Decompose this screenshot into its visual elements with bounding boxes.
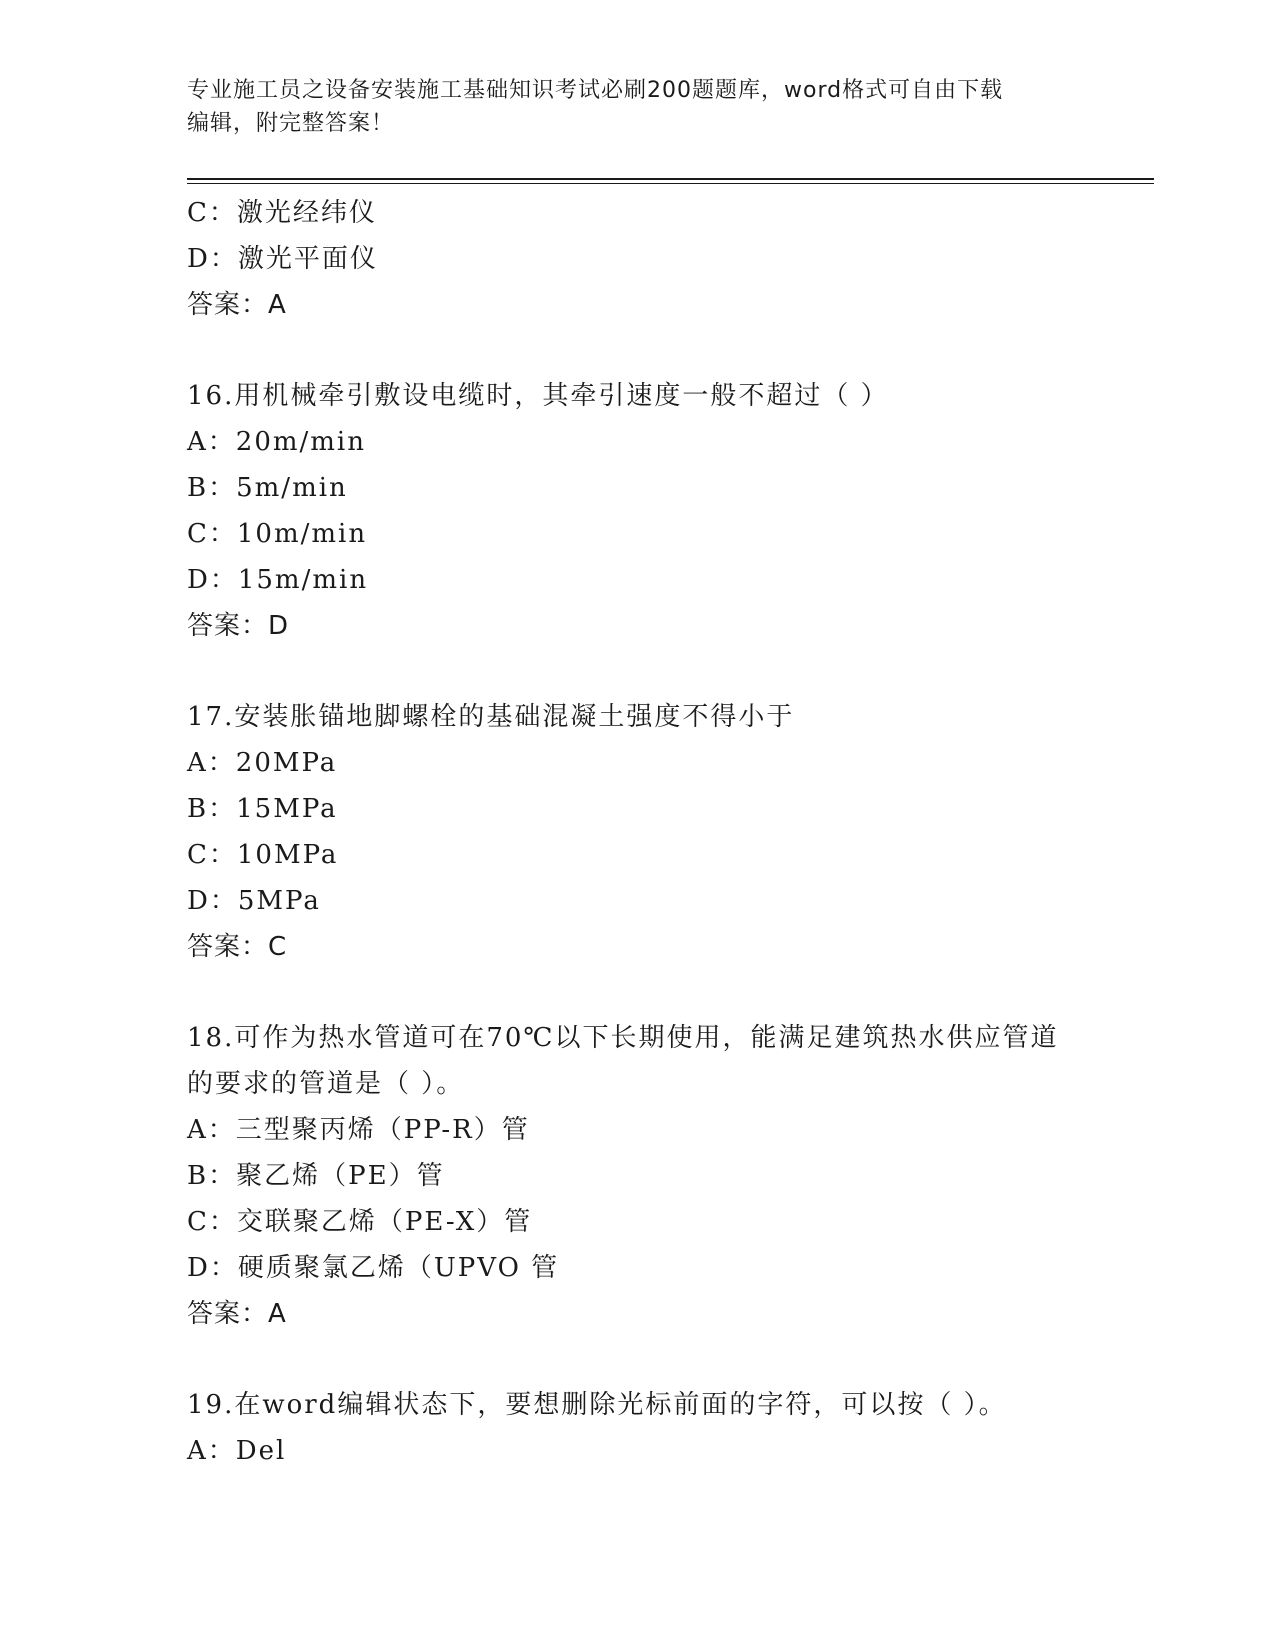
option-b: B：15MPa (187, 794, 338, 824)
question-17 (187, 694, 1087, 970)
question-stem: 17.安装胀锚地脚螺栓的基础混凝土强度不得小于 (187, 702, 795, 732)
document-header (187, 74, 1087, 140)
option-a: A：20m/min (187, 427, 366, 457)
option-d: D：激光平面仪 (187, 244, 378, 274)
question-19 (187, 1382, 1087, 1474)
question-stem: 19.在word编辑状态下，要想删除光标前面的字符，可以按（ ）。 (187, 1390, 1007, 1420)
option-a: A：20MPa (187, 748, 338, 778)
option-d: D：硬质聚氯乙烯（UPVO 管 (187, 1253, 560, 1283)
header-divider-thin (187, 183, 1154, 184)
option-b: B：5m/min (187, 473, 348, 503)
question-stem-line2: 的要求的管道是（ ）。 (187, 1069, 465, 1099)
option-b: B：聚乙烯（PE）管 (187, 1161, 445, 1191)
option-c: C：10MPa (187, 840, 339, 870)
option-c: C：交联聚乙烯（PE-X）管 (187, 1207, 533, 1237)
question-stem: 16.用机械牵引敷设电缆时，其牵引速度一般不超过（ ） (187, 381, 889, 411)
option-a: A：三型聚丙烯（PP-R）管 (187, 1115, 530, 1145)
option-d: D：5MPa (187, 886, 321, 916)
answer: 答案：A (187, 1299, 287, 1329)
header-divider-thick (187, 178, 1154, 180)
answer: 答案：A (187, 290, 287, 320)
answer: 答案：D (187, 611, 290, 641)
option-a: A：Del (187, 1436, 287, 1466)
question-stem-line1: 18.可作为热水管道可在70℃以下长期使用，能满足建筑热水供应管道 (187, 1023, 1059, 1053)
header-title-line2: 编辑，附完整答案！ (187, 111, 395, 136)
option-c: C：10m/min (187, 519, 368, 549)
question-15-continued (187, 190, 1087, 328)
header-title-line1: 专业施工员之设备安装施工基础知识考试必刷200题题库，word格式可自由下载 (187, 78, 1004, 103)
answer: 答案：C (187, 932, 288, 962)
question-18 (187, 1015, 1087, 1337)
question-list (187, 190, 1087, 1474)
question-16 (187, 373, 1087, 649)
option-d: D：15m/min (187, 565, 369, 595)
option-c: C：激光经纬仪 (187, 198, 377, 228)
